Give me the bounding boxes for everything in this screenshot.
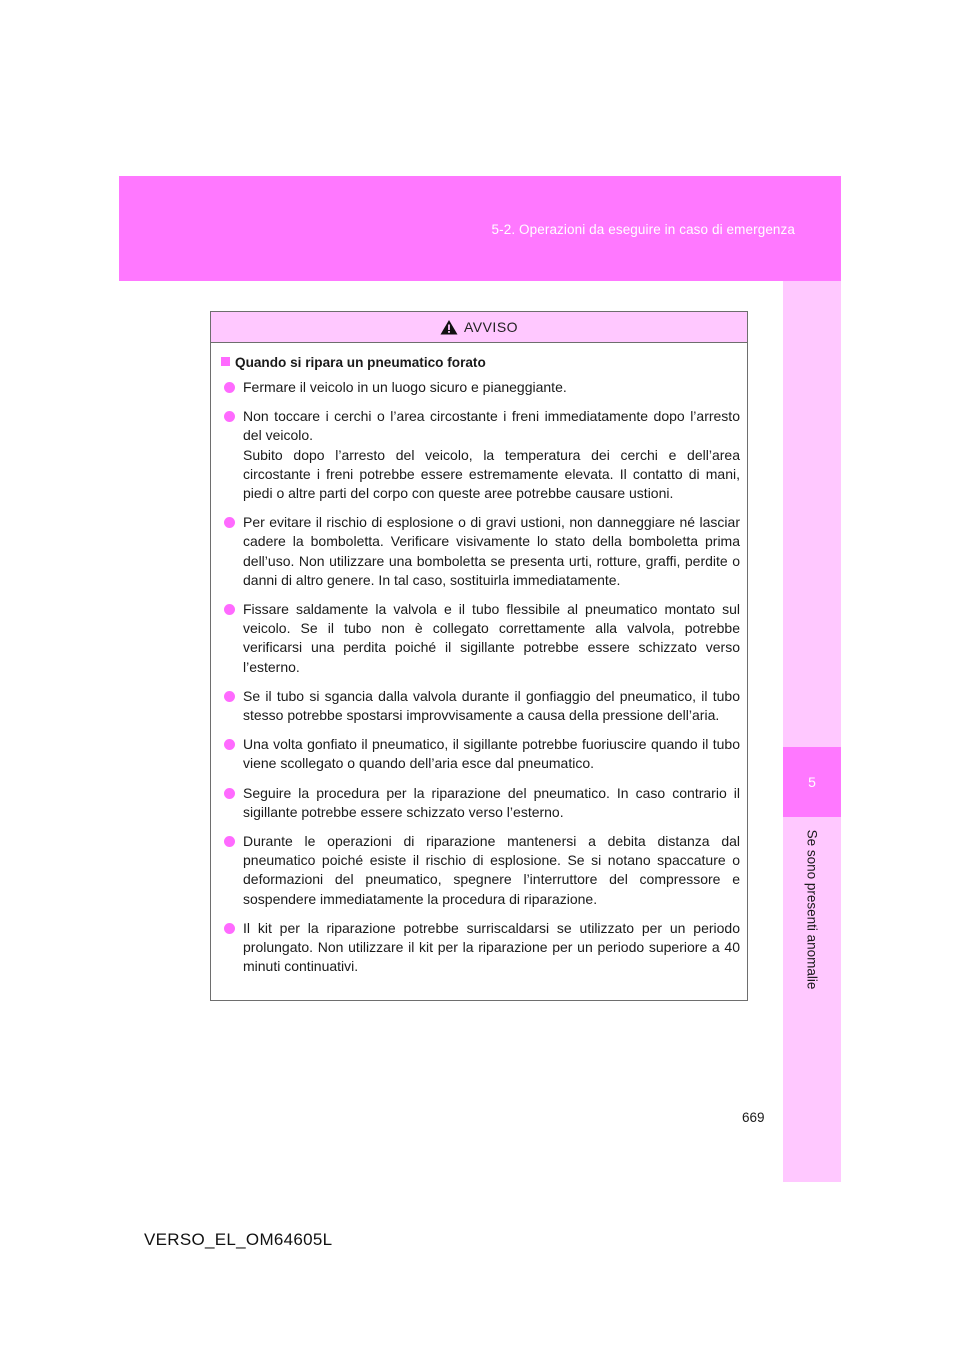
warning-header: [211, 312, 747, 343]
list-item: [221, 784, 740, 822]
circle-bullet-icon: [224, 382, 235, 393]
list-item-text: Durante le operazioni di riparazione mantenersi a debita distanza dal pneumatico poiché esiste il rischio di esplosione. Se si notano spaccature o deformazioni del pneumatico, spegnere l’interruttore del compressore e sospendere immediatamente la procedura di riparazione.: [243, 833, 740, 907]
list-item-text: Il kit per la riparazione potrebbe surriscaldarsi se utilizzato per un periodo prolungato. Non utilizzare il kit per la riparazione per un periodo superiore a 40 minuti continuativi.: [243, 919, 740, 975]
warning-body: [211, 343, 747, 976]
warning-box: [210, 311, 748, 1001]
list-item: [221, 513, 740, 590]
warning-triangle-icon: [440, 319, 458, 335]
warning-section-title: [221, 355, 740, 370]
list-item: [221, 378, 740, 397]
chapter-number: 5: [783, 747, 841, 817]
section-heading: 5-2. Operazioni da eseguire in caso di emergenza: [491, 222, 795, 237]
circle-bullet-icon: [224, 691, 235, 702]
circle-bullet-icon: [224, 739, 235, 750]
circle-bullet-icon: [224, 411, 235, 422]
list-item: [221, 600, 740, 677]
list-item-subtext: Subito dopo l’arresto del veicolo, la temperatura dei cerchi e dell’area circostante i freni potrebbe essere estremamente elevata. Il contatto di mani, piedi o altre parti del corpo con queste aree potrebbe causare ustioni.: [243, 446, 740, 502]
list-item-text: Fermare il veicolo in un luogo sicuro e pianeggiante.: [243, 379, 567, 395]
list-item: [221, 919, 740, 977]
list-item-text: Per evitare il rischio di esplosione o di gravi ustioni, non danneggiare né lasciar cadere la bomboletta. Verificare visivamente lo stato della bomboletta prima dell’uso. Non utilizzare una bomboletta se presenta urti, rotture, graffi, perdite o danni di altro genere. In tal caso, sostituirla immediatamente.: [243, 514, 740, 588]
chapter-title-container: [783, 817, 841, 1002]
square-bullet-icon: [221, 357, 230, 366]
circle-bullet-icon: [224, 923, 235, 934]
list-item-text: Seguire la procedura per la riparazione del pneumatico. In caso contrario il sigillante potrebbe essere schizzato verso l’esterno.: [243, 784, 740, 820]
list-item: [221, 832, 740, 909]
list-item: [221, 735, 740, 773]
circle-bullet-icon: [224, 788, 235, 799]
warning-heading: AVVISO: [463, 319, 519, 335]
footer-code: VERSO_EL_OM64605L: [144, 1230, 333, 1249]
header-band: [119, 176, 841, 281]
warning-section-title-text: Quando si ripara un pneumatico forato: [235, 355, 486, 370]
list-item-text: Una volta gonfiato il pneumatico, il sigillante potrebbe fuoriuscire quando il tubo viene scollegato o quando dell’aria esce dal pneumatico.: [243, 736, 740, 772]
circle-bullet-icon: [224, 604, 235, 615]
circle-bullet-icon: [224, 836, 235, 847]
list-item: [221, 407, 740, 503]
chapter-title: Se sono presenti anomalie: [804, 829, 820, 990]
circle-bullet-icon: [224, 517, 235, 528]
list-item-text: Fissare saldamente la valvola e il tubo flessibile al pneumatico montato sul veicolo. Se il tubo non è collegato correttamente alla valvola, potrebbe verificarsi una perdita poiché il sigillante potrebbe essere schizzato verso l’esterno.: [243, 601, 740, 675]
page-number: 669: [742, 1110, 765, 1125]
side-tab-upper: [783, 281, 841, 747]
list-item-text: Non toccare i cerchi o l’area circostante i freni immediatamente dopo l’arresto del veicolo.: [243, 408, 740, 444]
list-item: [221, 687, 740, 725]
list-item-text: Se il tubo si sgancia dalla valvola durante il gonfiaggio del pneumatico, il tubo stesso potrebbe spostarsi improvvisamente a causa della pressione dell’aria.: [243, 687, 740, 724]
